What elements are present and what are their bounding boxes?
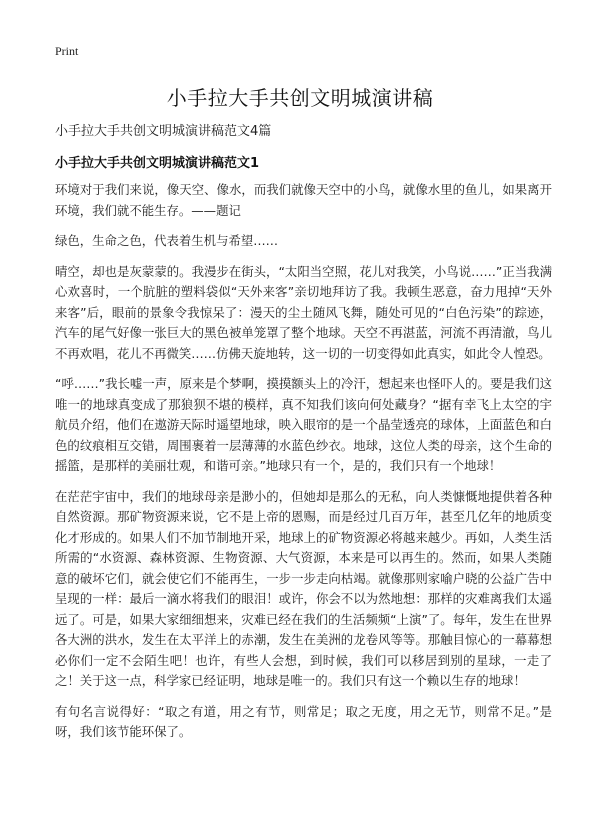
article-body xyxy=(55,180,552,753)
paragraph-awake: “呼……”我长嘘一声，原来是个梦啊，摸摸额头上的冷汗，想起来也怪吓人的。要是我们这唯一的地球真变成了那狼狈不堪的模样，真不知我们该向何处藏身？“据有幸飞上太空的宇航员介绍，他们在遨游天际时遥望地球，映入眼帘的是一个晶莹透亮的球体，上面蓝色和白色的纹痕相互交错，周围裹着一层薄薄的水蓝色纱衣。地球，这位人类的母亲，这个生命的摇篮，是那样的美丽壮观，和谐可亲。”地球只有一个，是的，我们只有一个地球！ xyxy=(55,376,552,473)
paragraph-green-life: 绿色，生命之色，代表着生机与希望…… xyxy=(55,233,279,248)
document-subtitle: 小手拉大手共创文明城演讲稿范文4篇 xyxy=(55,124,272,139)
print-link[interactable]: Print xyxy=(55,44,79,58)
paragraph-quote: 有句名言说得好：“取之有道，用之有节，则常足；取之无度，用之无节，则常不足。”是呀，我们该节能环保了。 xyxy=(55,703,552,739)
paragraph-resources: 在茫茫宇宙中，我们的地球母亲是渺小的，但她却是那么的无私，向人类慷慨地提供着各种自然资源。那矿物资源来说，它不是上帝的恩赐，而是经过几百万年，甚至几亿年的地质变化才形成的。如果人们不加节制地开采，地球上的矿物资源必将越来越少。再如，人类生活所需的“水资源、森林资源、生物资源、大气资源，本来是可以再生的。然而，如果人类随意的破坏它们，就会使它们不能再生，一步一步走向枯竭。就像那则家喻户晓的公益广告中呈现的一样：最后一滴水将我们的眼泪！或许，你会不以为然地想：那样的灾难离我们太遥远了。可是，如果大家细细想来，灾难已经在我们的生活频频“上演”了。每年，发生在世界各大洲的洪水，发生在太平洋上的赤潮，发生在美洲的龙卷风等等。那触目惊心的一幕幕想必你们一定不会陌生吧！也许，有些人会想，到时候，我们可以移居到别的星球，一走了之！关于这一点，科学家已经证明，地球是唯一的。我们只有这一个赖以生存的地球！ xyxy=(55,488,552,688)
document-title: 小手拉大手共创文明城演讲稿 xyxy=(166,86,434,110)
paragraph-epigraph: 环境对于我们来说，像天空、像水，而我们就像天空中的小鸟，就像水里的鱼儿，如果离开环境，我们就不能生存。——题记 xyxy=(55,182,552,218)
section-heading: 小手拉大手共创文明城演讲稿范文1 xyxy=(55,156,260,171)
paragraph-dream: 晴空，却也是灰蒙蒙的。我漫步在街头，“太阳当空照，花儿对我笑，小鸟说……”正当我满心欢喜时，一个肮脏的塑料袋似“天外来客”亲切地拜访了我。我顿生恶意，奋力甩掉“天外来客”后，眼前的景象令我惊呆了：漫天的尘土随风飞舞，随处可见的“白色污染”的踪迹，汽车的尾气好像一张巨大的黑色被单笼罩了整个地球。天空不再湛蓝，河流不再清澈，鸟儿不再欢唱，花儿不再微笑……仿佛天旋地转，这一切的一切变得如此真实，如此令人惶恐。 xyxy=(55,263,552,361)
